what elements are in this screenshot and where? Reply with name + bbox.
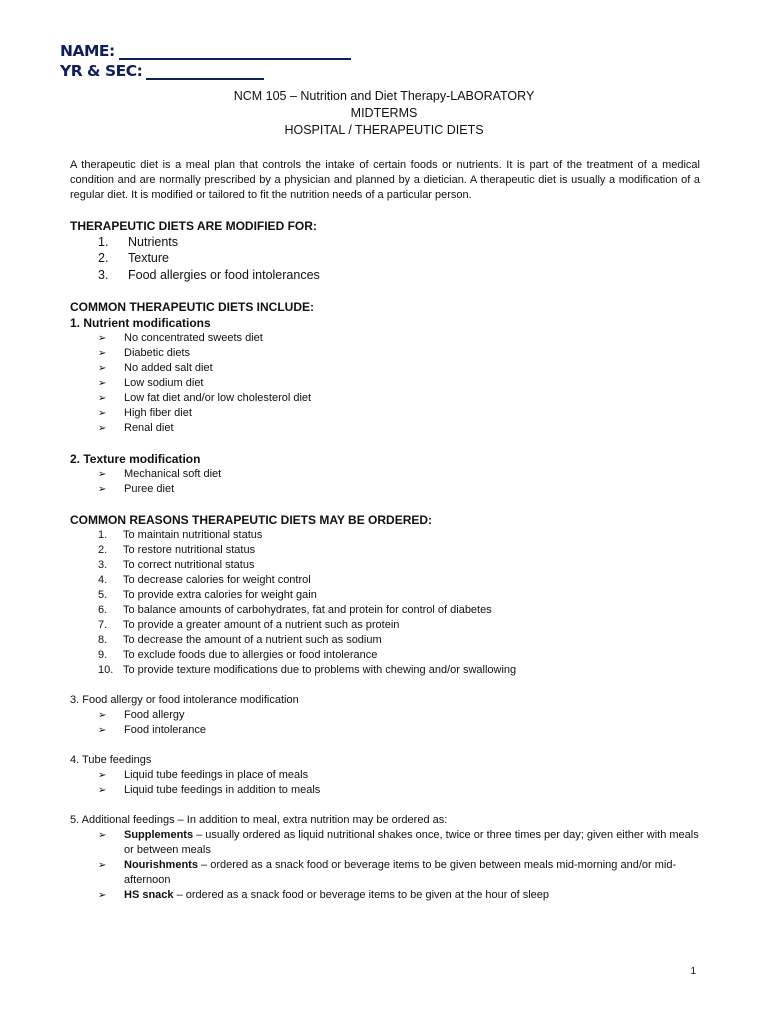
list-text — [124, 828, 700, 858]
list-text: Renal diet — [124, 421, 174, 434]
list-number: 2. — [98, 543, 108, 556]
tube-list — [70, 768, 700, 798]
list-item — [70, 618, 700, 633]
list-item — [70, 828, 700, 858]
list-text: Food allergies or food intolerances — [128, 267, 320, 282]
list-text: To provide extra calories for weight gain — [123, 588, 317, 601]
name-blank-line[interactable] — [119, 45, 351, 60]
list-number: 2. — [98, 251, 109, 266]
arrow-bullet-icon: ➢ — [98, 889, 107, 901]
list-item — [70, 331, 700, 346]
list-number: 4. — [98, 573, 108, 586]
list-text: Food allergy — [124, 708, 185, 721]
list-text: Diabetic diets — [124, 346, 191, 359]
list-text: No added salt diet — [124, 361, 213, 374]
list-text: To provide a greater amount of a nutrient such as protein — [123, 618, 400, 631]
document-titles — [0, 88, 768, 139]
list-text — [124, 858, 700, 888]
tube-heading: 4. Tube feedings — [70, 753, 152, 766]
yr-sec-label: YR & SEC: — [60, 62, 143, 80]
list-item — [70, 361, 700, 376]
yr-sec-field-row — [60, 60, 351, 80]
arrow-bullet-icon: ➢ — [98, 709, 107, 721]
feeding-description: – usually ordered as liquid nutritional shakes once, twice or three times per day; given either with meals or between meals — [124, 828, 699, 856]
name-field-row — [60, 40, 351, 60]
term-title: MIDTERMS — [350, 106, 418, 120]
feeding-term: Nourishments — [124, 858, 198, 871]
list-text: Puree diet — [124, 482, 175, 495]
arrow-bullet-icon: ➢ — [98, 392, 107, 404]
list-text: No concentrated sweets diet — [124, 331, 263, 344]
list-item — [70, 858, 700, 888]
list-item — [70, 250, 700, 266]
list-text: To provide texture modifications due to problems with chewing and/or swallowing — [123, 663, 517, 676]
list-item — [70, 768, 700, 783]
page-number: 1 — [690, 966, 696, 977]
feeding-term: Supplements — [124, 828, 194, 841]
nutrient-mod-heading: 1. Nutrient modifications — [70, 315, 211, 330]
list-text: To maintain nutritional status — [123, 528, 263, 541]
list-item — [70, 663, 700, 678]
course-title: NCM 105 – Nutrition and Diet Therapy-LABORATORY — [233, 89, 535, 103]
arrow-bullet-icon: ➢ — [98, 724, 107, 736]
list-text: To correct nutritional status — [123, 558, 255, 571]
list-text: High fiber diet — [124, 406, 192, 419]
list-item — [70, 391, 700, 406]
list-item — [70, 467, 700, 482]
list-text: To balance amounts of carbohydrates, fat and protein for control of diabetes — [123, 603, 492, 616]
student-info-fields — [60, 40, 351, 80]
list-text: Texture — [128, 251, 169, 266]
intro-paragraph: A therapeutic diet is a meal plan that controls the intake of certain foods or nutrients. It is part of the treatment of a medical condition and are normally prescribed by a physician and planned by a dietician. A therapeutic diet is usually a modification of a regular diet. It is modified or tailored to fit the nutrition needs of a particular person. — [70, 159, 700, 201]
list-text: Mechanical soft diet — [124, 467, 222, 480]
texture-mod-heading: 2. Texture modification — [70, 451, 201, 466]
arrow-bullet-icon: ➢ — [98, 332, 107, 344]
list-text: To exclude foods due to allergies or food intolerance — [123, 648, 378, 661]
list-item — [70, 783, 700, 798]
topic-title: HOSPITAL / THERAPEUTIC DIETS — [284, 123, 484, 137]
arrow-bullet-icon: ➢ — [98, 784, 107, 796]
list-item — [70, 648, 700, 663]
list-item — [70, 376, 700, 391]
arrow-bullet-icon: ➢ — [98, 362, 107, 374]
modified-for-list — [70, 234, 700, 283]
arrow-bullet-icon: ➢ — [98, 422, 107, 434]
feeding-description: – ordered as a snack food or beverage items to be given between meals mid-morning and/or mid-afternoon — [124, 858, 677, 886]
list-number: 9. — [98, 648, 108, 661]
arrow-bullet-icon: ➢ — [98, 769, 107, 781]
list-item — [70, 573, 700, 588]
modified-for-heading: THERAPEUTIC DIETS ARE MODIFIED FOR: — [70, 219, 317, 233]
arrow-bullet-icon: ➢ — [98, 377, 107, 389]
list-item — [70, 708, 700, 723]
arrow-bullet-icon: ➢ — [98, 468, 107, 480]
list-item — [70, 406, 700, 421]
list-text: To decrease calories for weight control — [123, 573, 311, 586]
list-item — [70, 234, 700, 250]
list-item — [70, 528, 700, 543]
yr-sec-blank-line[interactable] — [146, 65, 264, 80]
list-item — [70, 421, 700, 436]
common-diets-heading: COMMON THERAPEUTIC DIETS INCLUDE: — [70, 299, 314, 314]
additional-heading: 5. Additional feedings – In addition to meal, extra nutrition may be ordered as: — [70, 813, 448, 826]
list-text: Food intolerance — [124, 723, 206, 736]
name-label: NAME: — [60, 42, 115, 60]
list-item — [70, 633, 700, 648]
list-text: Nutrients — [128, 235, 179, 249]
document-body — [70, 158, 700, 903]
texture-mod-list — [70, 467, 700, 497]
list-text: Liquid tube feedings in addition to meals — [124, 783, 321, 796]
list-item — [70, 888, 700, 903]
arrow-bullet-icon: ➢ — [98, 859, 107, 871]
allergy-heading: 3. Food allergy or food intolerance modification — [70, 693, 299, 706]
list-number: 6. — [98, 603, 108, 616]
list-item — [70, 267, 700, 283]
list-text: To restore nutritional status — [123, 543, 256, 556]
reasons-list — [70, 528, 700, 678]
list-number: 7. — [98, 618, 108, 631]
arrow-bullet-icon: ➢ — [98, 407, 107, 419]
arrow-bullet-icon: ➢ — [98, 829, 107, 841]
list-item — [70, 346, 700, 361]
allergy-list — [70, 708, 700, 738]
list-number: 3. — [98, 267, 109, 282]
feeding-description: – ordered as a snack food or beverage items to be given at the hour of sleep — [173, 888, 549, 901]
list-text — [124, 888, 700, 903]
list-item — [70, 482, 700, 497]
list-item — [70, 723, 700, 738]
list-item — [70, 588, 700, 603]
list-text: Low sodium diet — [124, 376, 204, 389]
list-text: Liquid tube feedings in place of meals — [124, 768, 309, 781]
arrow-bullet-icon: ➢ — [98, 483, 107, 495]
reasons-heading: COMMON REASONS THERAPEUTIC DIETS MAY BE ORDERED: — [70, 512, 433, 527]
list-number: 1. — [98, 528, 108, 541]
list-text: To decrease the amount of a nutrient such as sodium — [123, 633, 382, 646]
list-number: 3. — [98, 558, 108, 571]
list-item — [70, 603, 700, 618]
list-item — [70, 558, 700, 573]
list-text: Low fat diet and/or low cholesterol diet — [124, 391, 312, 404]
arrow-bullet-icon: ➢ — [98, 347, 107, 359]
feeding-term: HS snack — [124, 888, 174, 901]
list-item — [70, 543, 700, 558]
list-number: 8. — [98, 633, 108, 646]
nutrient-mod-list — [70, 331, 700, 436]
list-number: 5. — [98, 588, 108, 601]
list-number: 10. — [98, 663, 114, 676]
list-number: 1. — [98, 235, 109, 249]
additional-list — [70, 828, 700, 903]
